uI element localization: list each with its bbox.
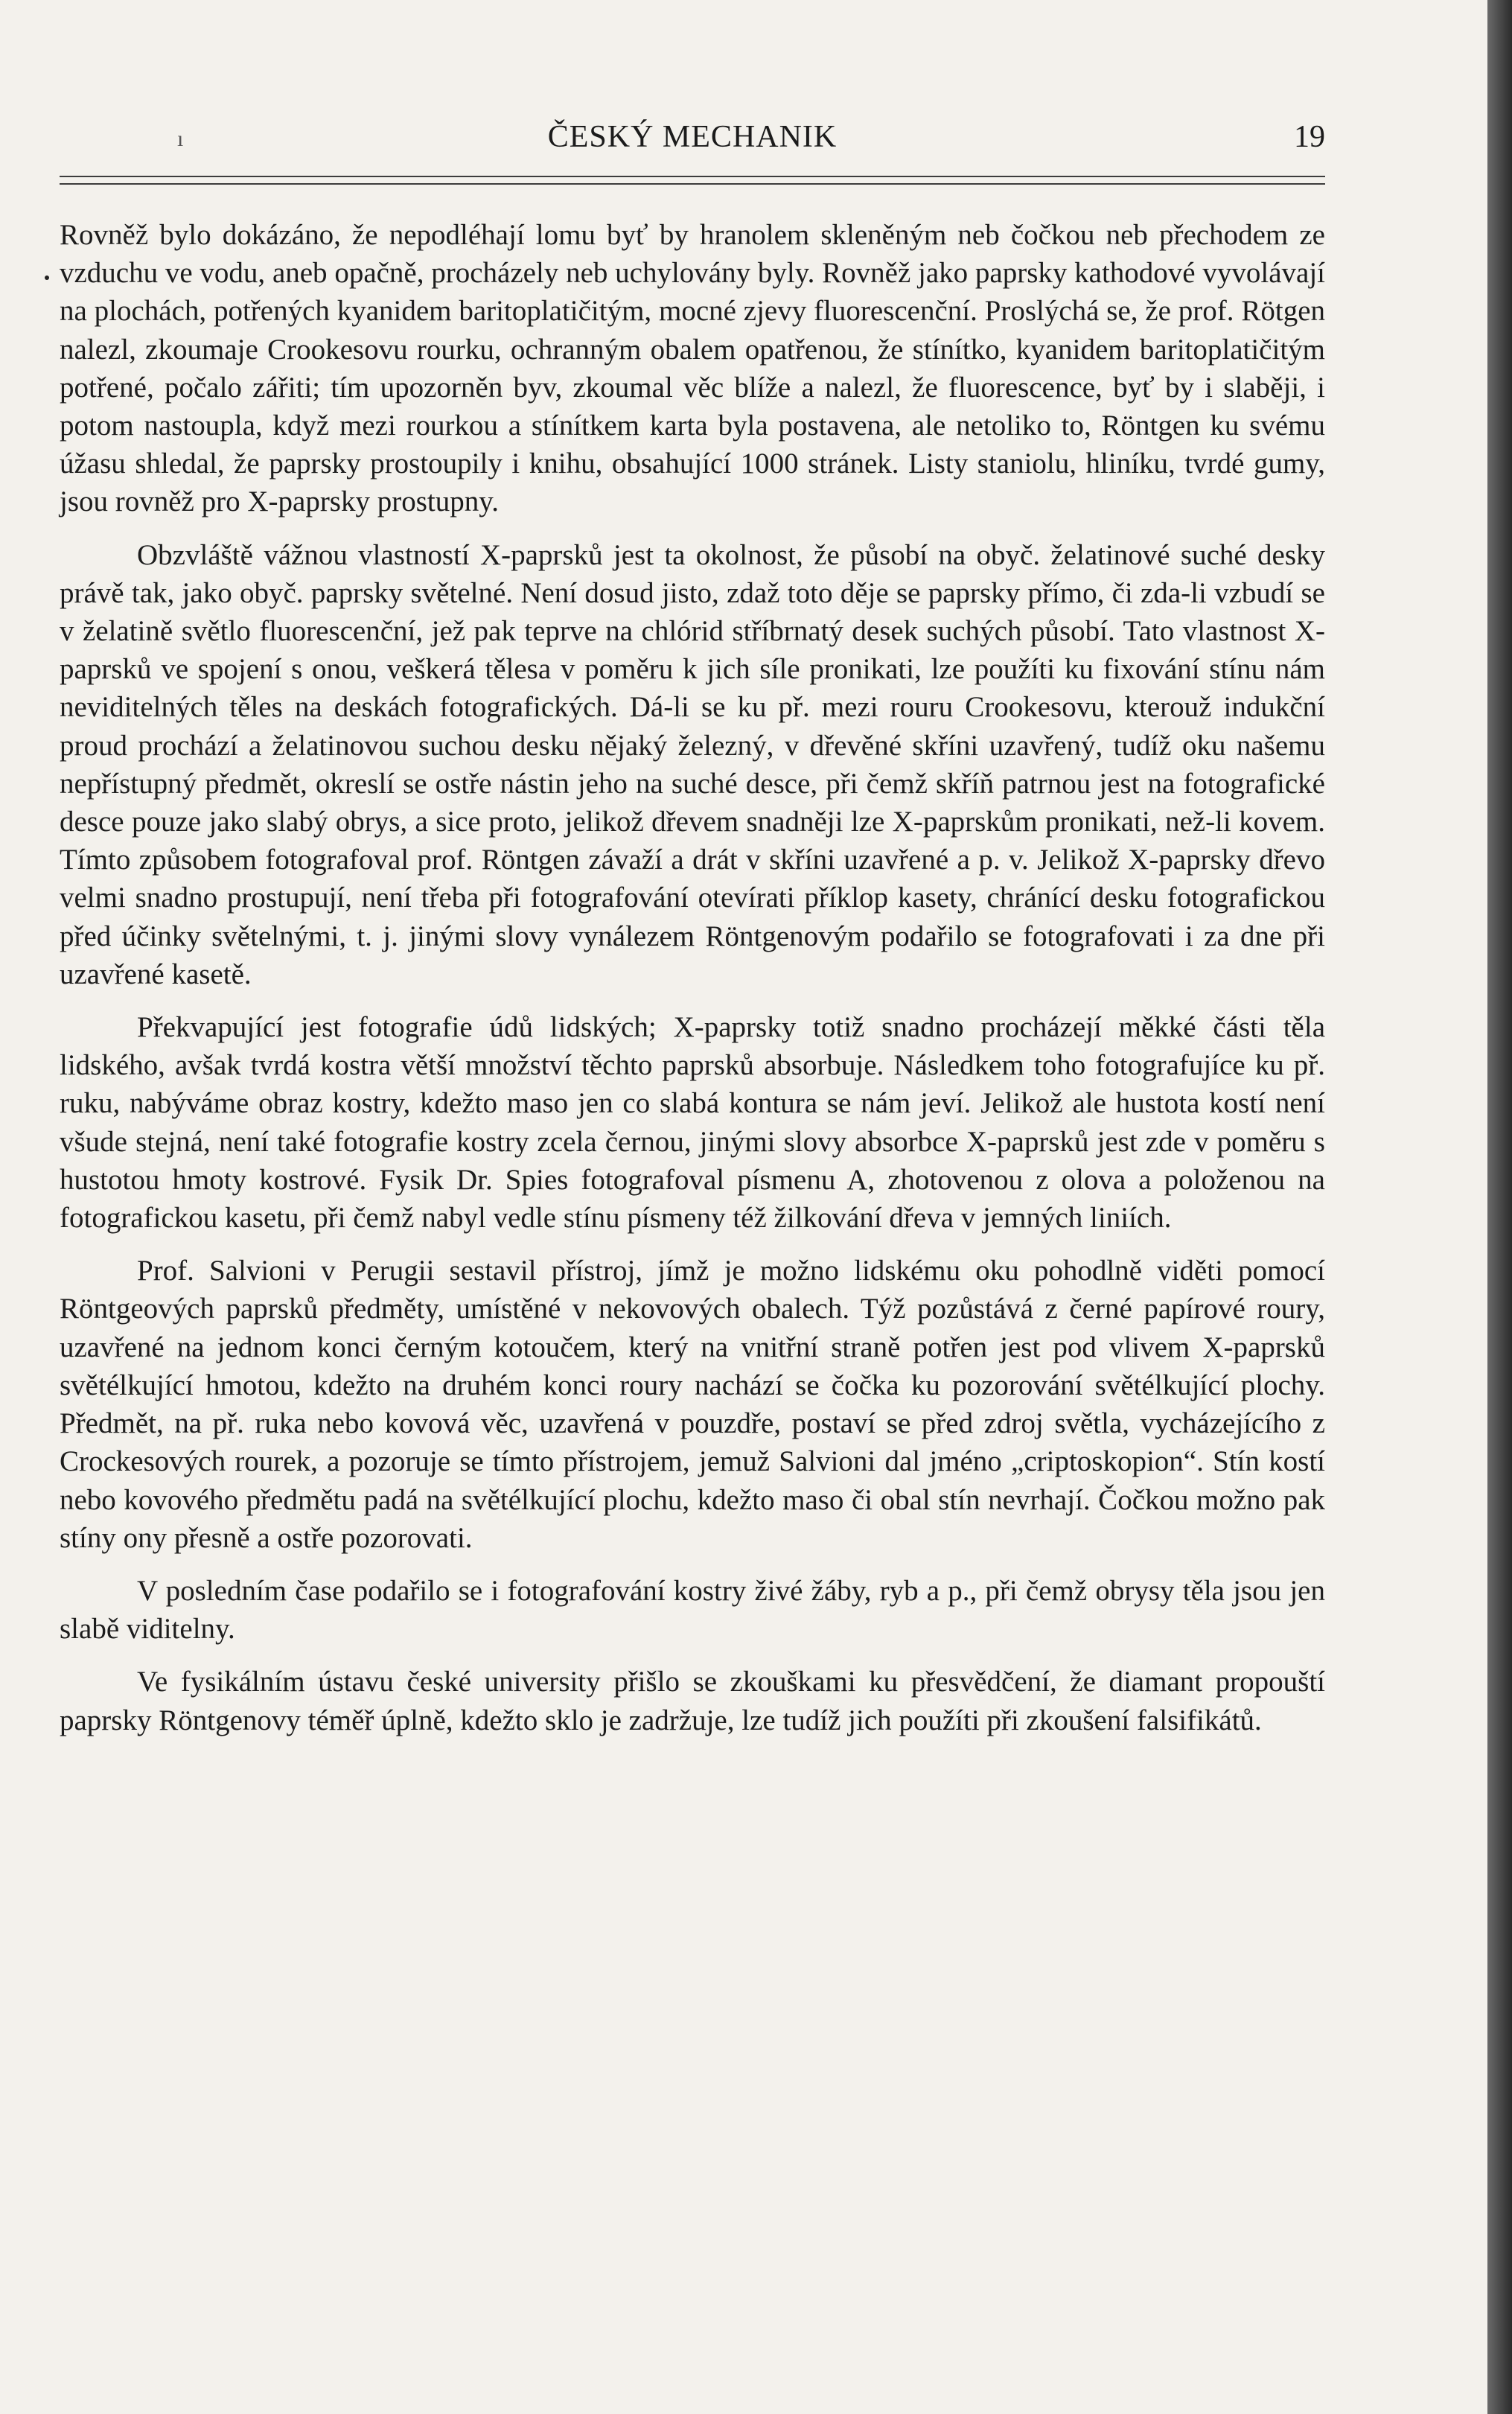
scan-edge [1487,0,1512,2414]
article-body [60,216,1325,1754]
header-mark: ı [177,127,184,151]
page-number: 19 [1294,120,1325,154]
margin-speck [45,276,49,280]
paragraph: Obzvláště vážnou vlastností X-paprsků jest ta okolnost, že působí na obyč. želatinové suché desky právě tak, jako obyč. paprsky světelné. Není dosud jisto, zdaž toto děje se paprsky přímo, či zda-li vzbudí se v želatině světlo fluorescenční, jež pak teprve na chlórid stříbrnatý desek suchých působí. Tato vlastnost X-paprsků ve spojení s onou, veškerá tělesa v poměru k jich síle pronikati, lze použíti ku fixování stínu nám neviditelných těles na deskách fotografických. Dá-li se ku př. mezi rouru Crookesovu, kterouž indukční proud prochází a želatinovou suchou desku nějaký železný, v dřevěné skříni uzavřený, tudíž oku našemu nepřístupný předmět, okreslí se ostře nástin jeho na suché desce, při čemž skříň patrnou jest na fotografické desce pouze jako slabý obrys, a sice proto, jelikož dřevem snadněji lze X-paprskům pronikati, než-li kovem. Tímto způsobem fotografoval prof. Röntgen závaží a drát v skříni uzavřené a p. v. Jelikož X-paprsky dřevo velmi snadno prostupují, není třeba při fotografování otevírati příklop kasety, chránící desku fotografickou před účinky světelnými, t. j. jinými slovy vynálezem Röntgenovým podařilo se fotografovati i za dne při uzavřené kasetě. [60,538,1325,990]
paragraph: V posledním čase podařilo se i fotografování kostry živé žáby, ryb a p., při čemž obrysy těla jsou jen slabě viditelny. [60,1574,1325,1646]
running-title: ČESKÝ MECHANIK [547,120,838,154]
paragraph: Prof. Salvioni v Perugii sestavil přístroj, jímž je možno lidskému oku pohodlně viděti pomocí Röntgeových paprsků předměty, umístěné v nekovových obalech. Týž pozůstává z černé papírové roury, uzavřené na jednom konci černým kotoučem, který na vnitřní straně potřen jest pod vlivem X-paprsků světélkující hmotou, kdežto na druhém konci roury nachází se čočka ku pozorování světélkující plochy. Předmět, na př. ruka nebo kovová věc, uzavřená v pouzdře, postaví se před zdroj světla, vycházejícího z Crockesových rourek, a pozoruje se tímto přístrojem, jemuž Salvioni dal jméno „criptoskopion“. Stín kostí nebo kovového předmětu padá na světélkující plochu, kdežto maso či obal stín nevrhají. Čočkou možno pak stíny ony přesně a ostře pozorovati. [60,1255,1325,1554]
paragraph: Překvapující jest fotografie údů lidských; X-paprsky totiž snadno procházejí měkké části těla lidského, avšak tvrdá kostra větší množství těchto paprsků absorbuje. Následkem toho fotografujíce ku př. ruku, nabýváme obraz kostry, kdežto maso jen co slabá kontura se nám jeví. Jelikož ale hustota kostí není všude stejná, není také fotografie kostry zcela černou, jinými slovy absorbce X-paprsků jest zde v poměru s hustotou hmoty kostrové. Fysik Dr. Spies fotografoval písmenu A, zhotovenou z olova a položenou na fotografickou kasetu, při čemž nabyl vedle stínu písmeny též žilkování dřeva v jemných liniích. [60,1011,1325,1235]
paragraph: Ve fysikálním ústavu české university přišlo se zkouškami ku přesvědčení, že diamant propouští paprsky Röntgenovy téměř úplně, kdežto sklo je zadržuje, lze tudíž jich použíti při zkoušení falsifikátů. [60,1666,1325,1736]
running-header [60,119,1325,171]
header-rule-bottom [60,183,1325,185]
header-rule-top [60,176,1325,177]
paragraph: Rovněž bylo dokázáno, že nepodléhají lomu byť by hranolem skleněným neb čočkou neb přechodem ze vzduchu ve vodu, aneb opačně, procházely neb uchylovány byly. Rovněž jako paprsky kathodové vyvolávají na plochách, potřených kyanidem baritoplatičitým, mocné zjevy fluorescenční. Proslýchá se, že prof. Rötgen nalezl, zkoumaje Crookesovu rourku, ochranným obalem opatřenou, že stínítko, kyanidem baritoplatičitým potřené, počalo zářiti; tím upozorněn byv, zkoumal věc blíže a nalezl, že fluorescence, byť by i slaběji, i potom nastoupla, když mezi rourkou a stínítkem karta byla postavena, ale netoliko to, Röntgen ku svému úžasu shledal, že paprsky prostoupily i knihu, obsahující 1000 stránek. Listy staniolu, hliníku, tvrdé gumy, jsou rovněž pro X-paprsky prostupny. [60,219,1325,518]
